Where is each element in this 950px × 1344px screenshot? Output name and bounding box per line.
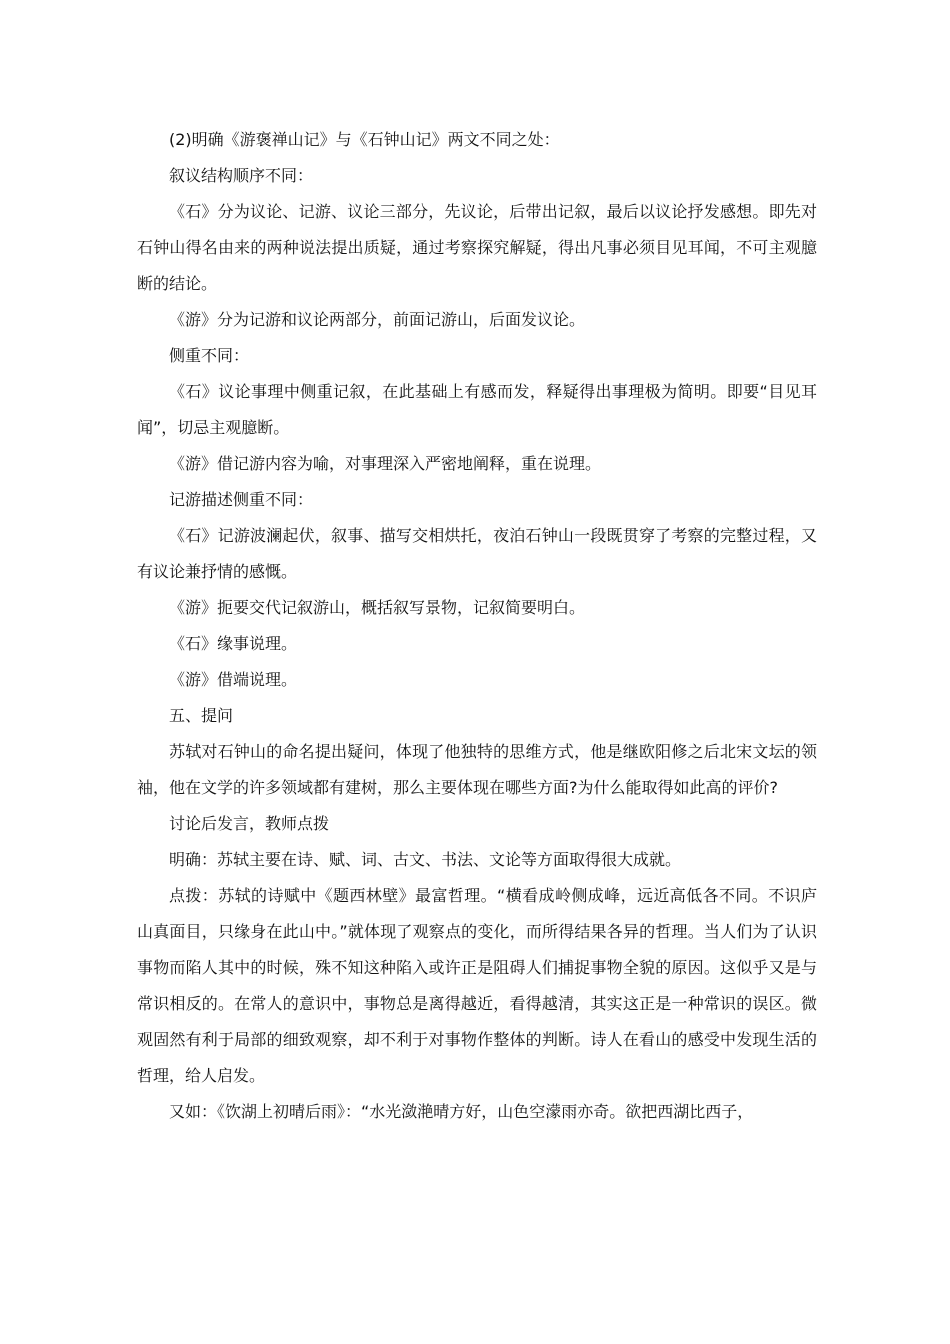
paragraph-you-emphasis: 《游》借记游内容为喻，对事理深入严密地阐释，重在说理。	[169, 454, 602, 473]
paragraph-structure-heading: 叙议结构顺序不同：	[169, 166, 314, 185]
paragraph-you-description: 《游》扼要交代记叙游山，概括叙写景物，记叙简要明白。	[169, 598, 586, 617]
paragraph-question: 苏轼对石钟山的命名提出疑问，体现了他独特的思维方式，他是继欧阳修之后北宋文坛的领袖，他在文学的许多领域都有建树，那么主要体现在哪些方面?为什么能取得如此高的评价?	[137, 742, 817, 797]
paragraph-shi-reasoning: 《石》缘事说理。	[169, 634, 298, 653]
paragraph-you-structure: 《游》分为记游和议论两部分，前面记游山，后面发议论。	[169, 310, 586, 329]
paragraph-section-5-heading: 五、提问	[169, 706, 234, 725]
paragraph-shi-description: 《石》记游波澜起伏，叙事、描写交相烘托，夜泊石钟山一段既贯穿了考察的完整过程，又有议论兼抒情的感慨。	[137, 526, 817, 581]
paragraph-guidance: 点拨：苏轼的诗赋中《题西林壁》最富哲理。“横看成岭侧成峰，远近高低各不同。不识庐山真面目，只缘身在此山中。”就体现了观察点的变化，而所得结果各异的哲理。当人们为了认识事物而陷人其中的时候，殊不知这种陷入或许正是阻碍人们捕捉事物全貌的原因。这似乎又是与常识相反的。在常人的意识中，事物总是离得越近，看得越清，其实这正是一种常识的误区。微观固然有利于局部的细致观察，却不利于对事物作整体的判断。诗人在看山的感受中发现生活的哲理，给人启发。	[137, 886, 817, 1085]
paragraph-clarification: 明确：苏轼主要在诗、赋、词、古文、书法、文论等方面取得很大成就。	[169, 850, 682, 869]
paragraph-description-heading: 记游描述侧重不同：	[169, 490, 314, 509]
paragraph-you-reasoning: 《游》借端说理。	[169, 670, 298, 689]
document-body	[137, 122, 817, 1130]
paragraph-section-2-heading: (2)明确《游褒禅山记》与《石钟山记》两文不同之处：	[169, 130, 560, 149]
paragraph-shi-structure: 《石》分为议论、记游、议论三部分，先议论，后带出记叙，最后以议论抒发感想。即先对石钟山得名由来的两种说法提出质疑，通过考察探究解疑，得出凡事必须目见耳闻，不可主观臆断的结论。	[137, 202, 817, 293]
paragraph-emphasis-heading: 侧重不同：	[169, 346, 250, 365]
paragraph-example: 又如：《饮湖上初晴后雨》：“水光潋滟晴方好，山色空濛雨亦奇。欲把西湖比西子，	[169, 1102, 754, 1121]
paragraph-shi-emphasis: 《石》议论事理中侧重记叙，在此基础上有感而发，释疑得出事理极为简明。即要“目见耳闻”，切忌主观臆断。	[137, 382, 817, 437]
paragraph-discussion: 讨论后发言，教师点拨	[169, 814, 330, 833]
